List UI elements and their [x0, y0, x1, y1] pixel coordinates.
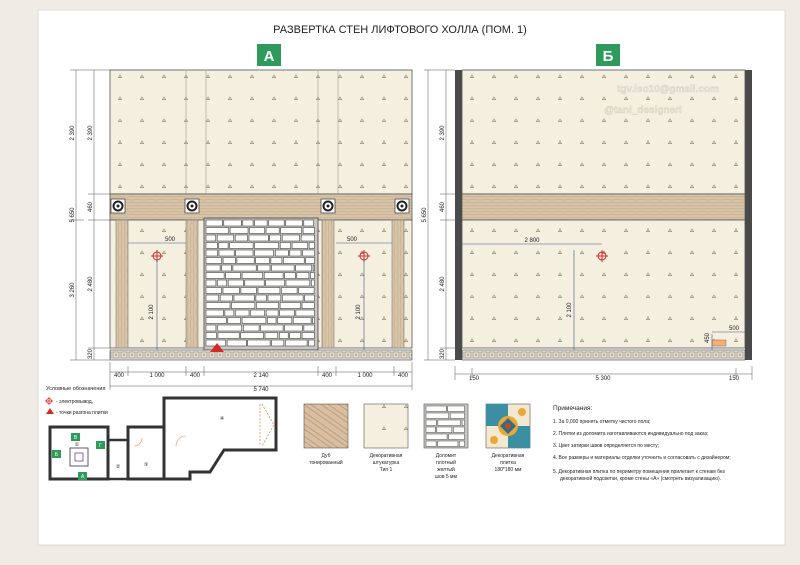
caption-dolomite-2: плотный — [436, 460, 456, 466]
swatch-plaster — [364, 404, 408, 448]
socket-box-icon — [712, 340, 726, 346]
dim-a-left-outer-1: 5 650 — [70, 207, 76, 223]
dim-b-bottom-2: 5 300 — [595, 376, 611, 382]
dim-b-bottom-3: 150 — [728, 376, 740, 382]
stone-block — [242, 318, 266, 324]
stone-block — [275, 250, 288, 256]
dim-b-left-4: 320 — [440, 348, 446, 360]
stone-block — [256, 303, 278, 309]
dim-a-left-3: 2 480 — [88, 276, 94, 292]
dim-b-left-1: 2 390 — [440, 125, 446, 141]
dim-a-bottom-3: 400 — [189, 373, 201, 379]
stone-block — [217, 325, 241, 331]
stone-block — [292, 243, 308, 249]
stone-block — [309, 340, 315, 346]
pilaster-4 — [392, 220, 404, 348]
stone-block — [206, 288, 222, 294]
stone-block — [206, 333, 217, 339]
stone-block — [293, 318, 311, 324]
wall-a-upper-plaster — [110, 70, 412, 194]
dim-a-inner-1: 500 — [164, 237, 176, 243]
plan-room-num-3: ③ — [143, 462, 149, 468]
stone-block — [228, 280, 243, 286]
note-2: 2. Плитки из доломита изготавливаются индивидуально под заказ; — [553, 431, 709, 437]
wall-b-plinth — [462, 350, 745, 360]
stone-block — [256, 258, 270, 264]
stone-block — [462, 420, 464, 426]
dim-a-bottom-2: 1 000 — [149, 373, 165, 379]
caption-plaster-1: Декоративная — [369, 453, 403, 459]
stone-block — [234, 295, 254, 301]
stone-block — [236, 250, 253, 256]
stone-block — [235, 310, 249, 316]
dim-b-inner-1: 2 800 — [524, 238, 540, 244]
stone-block — [248, 340, 270, 346]
stone-block — [426, 406, 446, 412]
stone-block — [310, 273, 314, 279]
stone-block — [453, 427, 464, 433]
stone-block — [426, 441, 436, 447]
stone-block — [290, 250, 301, 256]
pilaster-3 — [322, 220, 334, 348]
legend-item-1: - электровывод, — [56, 399, 94, 405]
stone-block — [304, 220, 314, 226]
dim-a-bottom-7: 400 — [397, 373, 409, 379]
stone-block — [301, 235, 314, 241]
caption-dolomite-4: шов 5 мм — [435, 474, 457, 480]
caption-dolomite-3: желтый — [437, 467, 455, 473]
legend-title: Условные обозначения — [46, 386, 106, 392]
stone-block — [224, 220, 242, 226]
stone-block — [302, 333, 314, 339]
stone-block — [297, 273, 309, 279]
stone-block — [206, 325, 216, 331]
dim-b-left-2: 460 — [440, 201, 446, 213]
wall-b-lower-plaster — [462, 220, 745, 348]
stone-block — [459, 441, 464, 447]
wall-b-side-right — [745, 70, 752, 360]
caption-plaster-2: штукатурка — [372, 460, 400, 466]
dim-a-left-4: 320 — [88, 348, 94, 360]
stone-block — [448, 406, 465, 412]
caption-tile-2: плитка — [500, 460, 516, 466]
stone-block — [235, 235, 247, 241]
stone-block — [281, 288, 297, 294]
stone-block — [286, 220, 303, 226]
stone-block — [206, 235, 216, 241]
caption-dolomite-1: Доломит — [435, 453, 457, 459]
stone-block — [232, 303, 255, 309]
stone-block — [226, 273, 241, 279]
stone-block — [313, 265, 314, 271]
caption-oak-1: Дуб — [321, 453, 331, 459]
wall-a-elevation — [70, 44, 412, 393]
dim-b-inner-2: 2 100 — [567, 302, 573, 318]
dim-b-left-3: 2 480 — [440, 276, 446, 292]
stone-block — [281, 228, 302, 234]
stone-block — [282, 235, 300, 241]
note-3: 3. Цвет затирки швов определяется по месту; — [553, 443, 660, 449]
stone-block — [303, 228, 314, 234]
stone-block — [269, 220, 285, 226]
stone-block — [266, 280, 285, 286]
stone-block — [230, 228, 248, 234]
wall-b-wood-band — [462, 194, 745, 220]
dim-a-bottom-4: 2 140 — [253, 373, 269, 379]
stone-block — [206, 303, 230, 309]
wall-b-elevation — [422, 44, 752, 382]
stone-block — [217, 280, 226, 286]
stone-block — [233, 265, 256, 271]
stone-block — [426, 420, 436, 426]
stone-block — [218, 333, 239, 339]
stone-block — [271, 258, 282, 264]
stone-block — [305, 295, 315, 301]
swatch-oak — [304, 404, 348, 448]
stone-block — [437, 427, 452, 433]
dim-b-left-outer-1: 5 650 — [422, 207, 428, 223]
stone-block — [296, 265, 312, 271]
stone-block — [265, 333, 278, 339]
stone-block — [255, 250, 274, 256]
dim-a-bottom-5: 400 — [321, 373, 333, 379]
stone-block — [449, 434, 465, 440]
stone-block — [249, 235, 268, 241]
stone-block — [220, 295, 232, 301]
plan-label-g: Г — [99, 443, 102, 449]
stone-block — [267, 318, 276, 324]
stone-block — [206, 243, 217, 249]
stone-block — [266, 310, 278, 316]
stone-block — [206, 280, 216, 286]
wall-a-plinth — [110, 350, 412, 360]
wall-a-wood-band — [110, 194, 412, 220]
stone-block — [426, 427, 435, 433]
stone-block — [206, 273, 224, 279]
watermark-email: tgv.iso10@gmail.com — [617, 84, 719, 95]
stone-block — [255, 220, 267, 226]
note-1: 1. За 0,000 принять отметку чистого пола; — [553, 419, 651, 425]
stone-block — [264, 273, 283, 279]
pilaster-1 — [116, 220, 128, 348]
stone-block — [280, 310, 295, 316]
stone-block — [256, 295, 267, 301]
stone-block — [282, 295, 303, 301]
plan-label-b: Б — [54, 452, 59, 458]
stone-block — [270, 235, 281, 241]
caption-tile-1: Декоративная — [491, 453, 525, 459]
stone-block — [309, 243, 314, 249]
stone-block — [426, 434, 447, 440]
stone-block — [266, 228, 279, 234]
stone-block — [243, 220, 253, 226]
stone-block — [268, 295, 281, 301]
stone-block — [272, 265, 295, 271]
note-4: 4. Все размеры и материалы отделки уточнить и согласовать с дизайнером; — [553, 455, 731, 461]
stone-block — [304, 325, 315, 331]
stone-block — [237, 258, 254, 264]
stone-block — [250, 228, 265, 234]
dim-a-left-outer-0: 2 390 — [70, 125, 76, 141]
note-5-cont: декоративной подсветки, кроме стены «А» (смотреть визуализацию). — [560, 476, 721, 482]
dim-b-inner-3: 500 — [728, 326, 740, 332]
stone-block — [223, 258, 235, 264]
stone-block — [219, 250, 234, 256]
stone-block — [311, 280, 314, 286]
dim-a-bottom-6: 1 000 — [357, 373, 373, 379]
wall-a-label: А — [263, 48, 275, 65]
plan-room-num-1: ① — [74, 442, 80, 448]
stone-block — [206, 265, 220, 271]
stone-block — [426, 413, 449, 419]
stone-block — [258, 288, 280, 294]
stone-block — [222, 265, 232, 271]
stone-block — [313, 318, 315, 324]
stone-block — [206, 318, 226, 324]
stone-block — [206, 295, 219, 301]
stone-block — [206, 228, 229, 234]
watermark-handle: @tani_designeri — [604, 105, 682, 116]
stone-block — [228, 318, 241, 324]
stone-block — [206, 250, 218, 256]
stone-block — [438, 441, 458, 447]
stone-block — [255, 243, 279, 249]
dim-a-inner-4: 2 100 — [356, 304, 362, 320]
pilaster-2 — [186, 220, 198, 348]
stone-block — [227, 340, 246, 346]
plan-room-num-4: ④ — [219, 416, 225, 422]
plan-room-num-2: ② — [115, 464, 121, 470]
caption-oak-2: тонированный — [309, 460, 343, 466]
caption-plaster-3: Тип 1 — [379, 467, 393, 473]
stone-block — [303, 250, 315, 256]
stone-block — [285, 325, 303, 331]
stone-block — [290, 333, 301, 339]
plan-label-v: В — [73, 435, 78, 441]
stone-block — [243, 325, 259, 331]
stone-block — [250, 310, 264, 316]
stone-block — [206, 258, 222, 264]
stone-block — [230, 243, 254, 249]
caption-tile-3: 180*180 мм — [494, 467, 522, 473]
stone-block — [302, 303, 315, 309]
stone-block — [272, 340, 284, 346]
note-5: 5. Декоративная плитка по периметру помещения прилегает к стенам без — [553, 469, 725, 475]
swatch-decor-tile — [486, 404, 530, 448]
dim-a-left-2: 460 — [88, 201, 94, 213]
stone-block — [306, 258, 315, 264]
page-title: РАЗВЕРТКА СТЕН ЛИФТОВОГО ХОЛЛА (ПОМ. 1) — [273, 24, 527, 36]
dim-b-inner-4: 450 — [705, 332, 711, 344]
stone-block — [241, 288, 257, 294]
dim-a-left-outer-2: 3 260 — [70, 282, 76, 298]
stone-block — [258, 265, 270, 271]
stone-block — [438, 420, 461, 426]
stone-block — [450, 413, 464, 419]
dim-b-bottom-1: 150 — [468, 376, 480, 382]
stone-block — [206, 310, 223, 316]
stone-block — [217, 235, 234, 241]
dim-a-inner-3: 2 100 — [149, 304, 155, 320]
stone-block — [225, 310, 234, 316]
stone-block — [285, 273, 296, 279]
dim-a-left-1: 2 390 — [88, 125, 94, 141]
stone-block — [296, 310, 315, 316]
wall-b-label: Б — [602, 48, 614, 65]
stone-block — [261, 325, 284, 331]
stone-block — [242, 273, 263, 279]
stone-block — [279, 333, 288, 339]
wall-b-side-left — [455, 70, 462, 360]
dim-a-total: 5 740 — [253, 387, 269, 393]
stone-block — [241, 333, 264, 339]
stone-block — [278, 318, 292, 324]
stone-block — [286, 280, 310, 286]
stone-block — [245, 280, 264, 286]
dim-a-bottom-1: 400 — [113, 373, 125, 379]
legend-item-2: - точки разгона плитки — [56, 410, 108, 416]
dim-a-inner-2: 500 — [346, 237, 358, 243]
stone-block — [280, 243, 290, 249]
stone-block — [285, 340, 307, 346]
stone-block — [299, 288, 315, 294]
stone-block — [280, 303, 301, 309]
stone-block — [206, 220, 222, 226]
stone-block — [219, 243, 228, 249]
stone-block — [283, 258, 304, 264]
notes-title: Примечания: — [553, 405, 593, 412]
stone-block — [223, 288, 239, 294]
plan-label-a: А — [80, 474, 85, 480]
